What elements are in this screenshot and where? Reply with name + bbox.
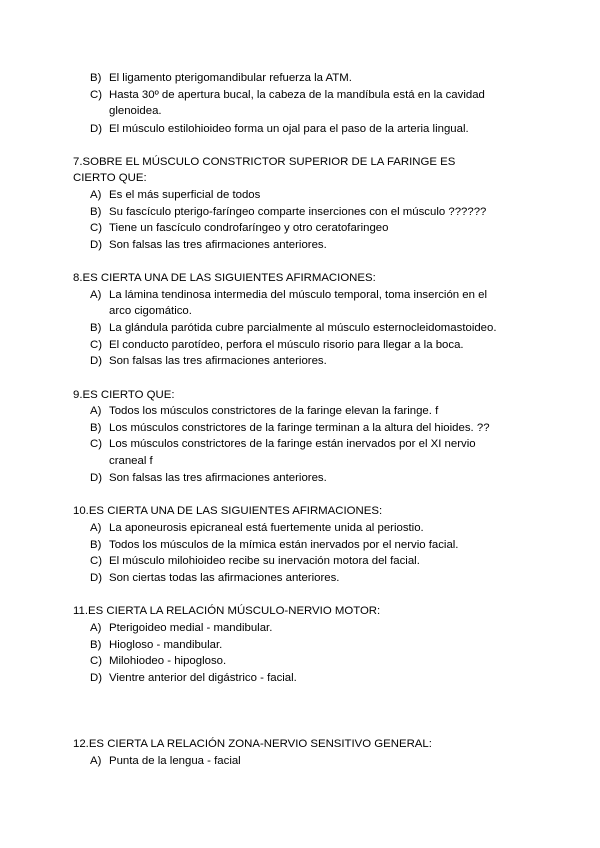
option-letter: D) bbox=[90, 672, 103, 684]
option-letter: A) bbox=[90, 405, 102, 417]
option-text: Los músculos constrictores de la faringe terminan a la altura del hioides. ?? bbox=[109, 422, 490, 434]
option-letter: B) bbox=[90, 422, 102, 434]
question-title: 7.SOBRE EL MÚSCULO CONSTRICTOR SUPERIOR DE LA FARINGE ES bbox=[73, 156, 456, 168]
question-title: 12.ES CIERTA LA RELACIÓN ZONA-NERVIO SENSITIVO GENERAL: bbox=[73, 738, 432, 750]
option-letter: A) bbox=[90, 289, 102, 301]
option-letter: A) bbox=[90, 522, 102, 534]
option-text: Hasta 30º de apertura bucal, la cabeza de la mandíbula está en la cavidad bbox=[109, 89, 485, 101]
option-letter: D) bbox=[90, 239, 103, 251]
option-letter: C) bbox=[90, 555, 103, 567]
option-letter: C) bbox=[90, 339, 103, 351]
option-letter: C) bbox=[90, 655, 103, 667]
option-letter: A) bbox=[90, 189, 102, 201]
option-text: Pterigoideo medial - mandibular. bbox=[109, 622, 273, 634]
question-title: 10.ES CIERTA UNA DE LAS SIGUIENTES AFIRMACIONES: bbox=[73, 505, 383, 517]
option-text: Punta de la lengua - facial bbox=[109, 755, 241, 767]
option-letter: B) bbox=[90, 322, 102, 334]
option-text: La glándula parótida cubre parcialmente al músculo esternocleidomastoideo. bbox=[109, 322, 497, 334]
option-text: Tiene un fascículo condrofaríngeo y otro ceratofaringeo bbox=[109, 222, 389, 234]
option-text: Hiogloso - mandibular. bbox=[109, 639, 223, 651]
question-title: 8.ES CIERTA UNA DE LAS SIGUIENTES AFIRMACIONES: bbox=[73, 272, 376, 284]
option-text: El conducto parotídeo, perfora el músculo risorio para llegar a la boca. bbox=[109, 339, 464, 351]
option-text: Su fascículo pterigo-faríngeo comparte inserciones con el músculo ?????? bbox=[109, 206, 487, 218]
option-text: Son falsas las tres afirmaciones anteriores. bbox=[109, 355, 327, 367]
option-letter: C) bbox=[90, 222, 103, 234]
option-text: Son falsas las tres afirmaciones anteriores. bbox=[109, 472, 327, 484]
option-text: El músculo milohioideo recibe su inervación motora del facial. bbox=[109, 555, 420, 567]
option-text: Son ciertas todas las afirmaciones anteriores. bbox=[109, 572, 340, 584]
option-text: El músculo estilohioideo forma un ojal para el paso de la arteria lingual. bbox=[109, 123, 469, 135]
question-title: 9.ES CIERTO QUE: bbox=[73, 389, 175, 401]
option-letter: A) bbox=[90, 755, 102, 767]
option-text-continued: craneal f bbox=[109, 455, 153, 467]
option-text: Los músculos constrictores de la faringe están inervados por el XI nervio bbox=[109, 438, 476, 450]
option-letter: C) bbox=[90, 89, 103, 101]
option-letter: B) bbox=[90, 72, 102, 84]
option-text-continued: arco cigomático. bbox=[109, 305, 192, 317]
option-text: Todos los músculos de la mímica están inervados por el nervio facial. bbox=[109, 539, 459, 551]
option-letter: B) bbox=[90, 206, 102, 218]
option-letter: B) bbox=[90, 639, 102, 651]
option-text: La lámina tendinosa intermedia del músculo temporal, toma inserción en el bbox=[109, 289, 487, 301]
option-text: Es el más superficial de todos bbox=[109, 189, 261, 201]
option-letter: D) bbox=[90, 123, 103, 135]
option-letter: D) bbox=[90, 472, 103, 484]
question-title-continued: CIERTO QUE: bbox=[73, 172, 147, 184]
option-text: Vientre anterior del digástrico - facial. bbox=[109, 672, 297, 684]
question-title: 11.ES CIERTA LA RELACIÓN MÚSCULO-NERVIO MOTOR: bbox=[73, 605, 381, 617]
option-text: La aponeurosis epicraneal está fuertemente unida al periostio. bbox=[109, 522, 424, 534]
option-letter: A) bbox=[90, 622, 102, 634]
option-text-continued: glenoidea. bbox=[109, 105, 162, 117]
option-text: Todos los músculos constrictores de la faringe elevan la faringe. f bbox=[109, 405, 439, 417]
option-letter: D) bbox=[90, 572, 103, 584]
option-letter: D) bbox=[90, 355, 103, 367]
option-letter: C) bbox=[90, 438, 103, 450]
option-text: Son falsas las tres afirmaciones anteriores. bbox=[109, 239, 327, 251]
option-text: Milohiodeo - hipogloso. bbox=[109, 655, 227, 667]
option-letter: B) bbox=[90, 539, 102, 551]
option-text: El ligamento pterigomandibular refuerza la ATM. bbox=[109, 72, 352, 84]
